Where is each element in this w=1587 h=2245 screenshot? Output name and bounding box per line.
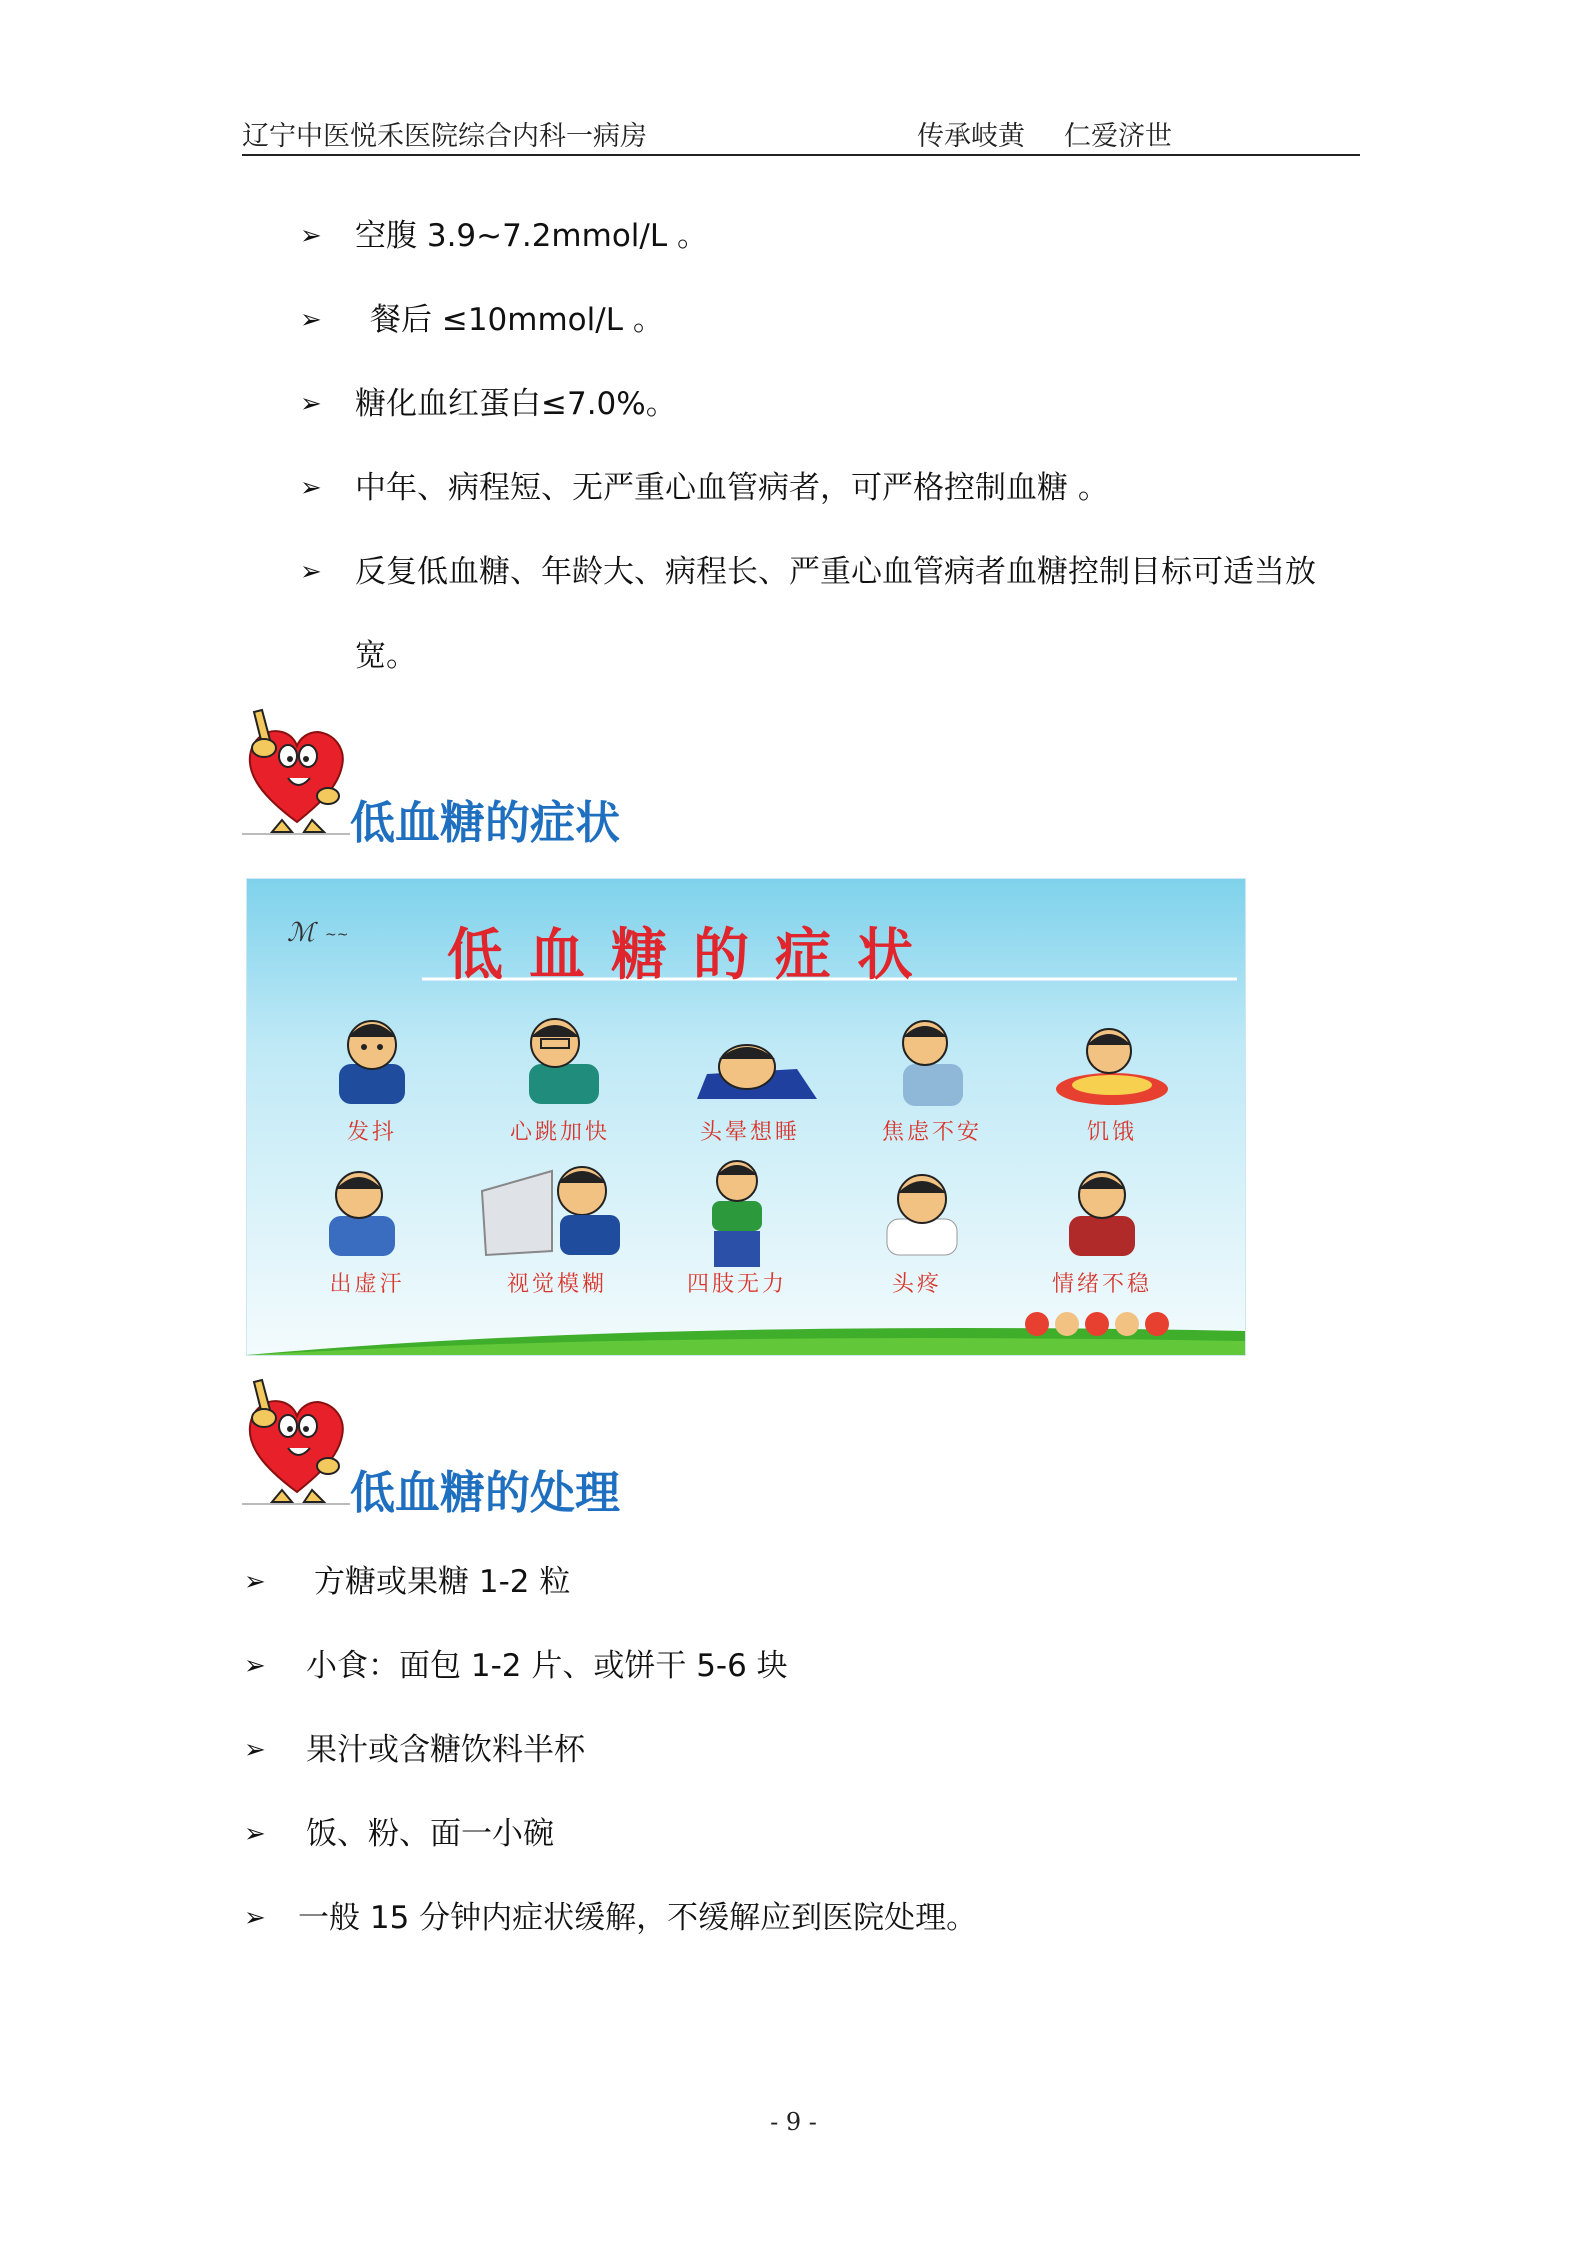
symptom-label: 发抖 — [346, 1120, 397, 1145]
section-symptoms-heading — [242, 704, 662, 849]
illustration-title: 低血糖的症状 — [447, 922, 939, 988]
page-header — [242, 108, 1360, 156]
bullet-arrow-icon: ➢ — [244, 1735, 266, 1765]
page-number: - 9 - — [770, 2108, 817, 2136]
symptom-label: 视觉模糊 — [506, 1272, 607, 1297]
treatment-text: 饭、粉、面一小碗 — [306, 1816, 554, 1852]
treatment-text: 一般 15 分钟内症状缓解，不缓解应到医院处理。 — [298, 1900, 978, 1936]
cartoon-figure-icon — [317, 1009, 427, 1109]
bullet-arrow-icon: ➢ — [244, 1651, 266, 1681]
svg-text:~~: ~~ — [325, 927, 349, 943]
decorative-people-icon — [1017, 1304, 1197, 1344]
motto-1: 传承岐黄 — [917, 121, 1025, 152]
symptom-label: 四肢无力 — [686, 1272, 787, 1297]
target-text: 反复低血糖、年龄大、病程长、严重心血管病者血糖控制目标可适当放 — [355, 554, 1316, 590]
target-text: 餐后 ≤10mmol/L 。 — [370, 302, 664, 338]
cartoon-figure-icon — [472, 1151, 642, 1261]
motto-2: 仁爱济世 — [1064, 121, 1172, 152]
treatment-text: 方糖或果糖 1-2 粒 — [314, 1564, 571, 1600]
heart-mascot-icon — [242, 704, 352, 836]
symptom-label: 焦虑不安 — [881, 1120, 982, 1145]
symptom-label: 饥饿 — [1086, 1120, 1137, 1145]
cartoon-figure-icon — [682, 1151, 792, 1271]
bullet-arrow-icon: ➢ — [244, 1567, 266, 1597]
bullet-arrow-icon: ➢ — [244, 1819, 266, 1849]
hospital-name: 辽宁中医悦禾医院综合内科一病房 — [242, 121, 647, 152]
target-text: 中年、病程短、无严重心血管病者，可严格控制血糖 。 — [355, 470, 1109, 506]
section-title: 低血糖的处理 — [350, 1466, 621, 1519]
treatment-text: 小食：面包 1-2 片、或饼干 5-6 块 — [306, 1648, 788, 1684]
bullet-arrow-icon: ➢ — [300, 389, 322, 419]
symptom-label: 头晕想睡 — [699, 1120, 800, 1145]
symptom-illustration — [246, 878, 1246, 1356]
target-text: 空腹 3.9~7.2mmol/L 。 — [355, 218, 708, 254]
cartoon-figure-icon — [1047, 1009, 1177, 1109]
section-treatment-heading — [242, 1374, 662, 1519]
target-continuation — [355, 636, 417, 676]
bullet-arrow-icon: ➢ — [300, 557, 322, 587]
bullet-arrow-icon: ➢ — [244, 1903, 266, 1933]
cartoon-figure-icon — [687, 1019, 827, 1109]
svg-text:ℳ: ℳ — [287, 918, 315, 948]
target-text: 宽。 — [355, 638, 417, 674]
cartoon-figure-icon — [505, 1009, 615, 1109]
cartoon-figure-icon — [875, 1009, 985, 1109]
cartoon-figure-icon — [857, 1161, 987, 1261]
cartoon-figure-icon — [1047, 1161, 1157, 1261]
cartoon-figure-icon — [307, 1161, 417, 1261]
treatment-text: 果汁或含糖饮料半杯 — [306, 1732, 585, 1768]
heart-mascot-icon — [242, 1374, 352, 1506]
bullet-arrow-icon: ➢ — [300, 305, 322, 335]
symptom-label: 出虚汗 — [329, 1272, 405, 1297]
symptom-label: 心跳加快 — [509, 1120, 610, 1145]
symptom-label: 情绪不稳 — [1051, 1272, 1152, 1297]
section-title: 低血糖的症状 — [350, 796, 621, 849]
bullet-arrow-icon: ➢ — [300, 221, 322, 251]
bullet-arrow-icon: ➢ — [300, 473, 322, 503]
symptom-label: 头疼 — [891, 1272, 942, 1297]
target-text: 糖化血红蛋白≤7.0%。 — [355, 386, 677, 422]
